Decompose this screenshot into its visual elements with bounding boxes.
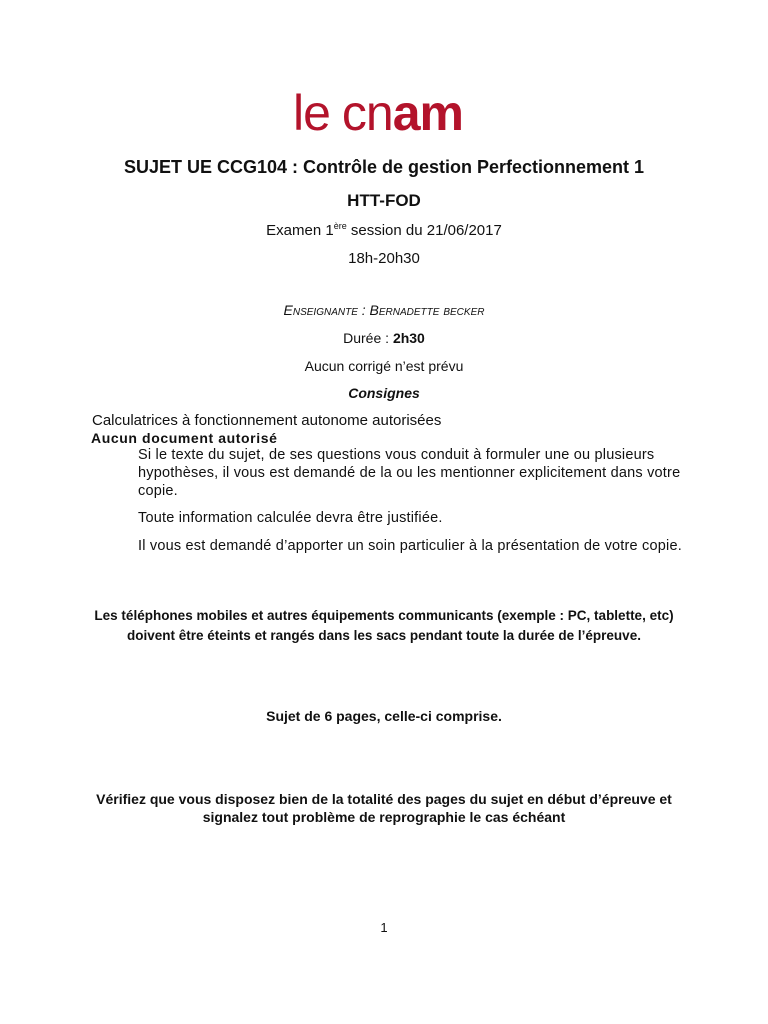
duration-value: 2h30 (392, 330, 425, 346)
instruction-item: Il vous est demandé d’apporter un soin particulier à la présentation de votre copie. (138, 538, 682, 554)
document-title: SUJET UE CCG104 : Contrôle de gestion Perfectionnement 1 (123, 157, 645, 177)
consignes-heading: Consignes (348, 385, 420, 401)
teacher-name: Bernadette becker (369, 302, 485, 318)
verify-notice: Vérifiez que vous disposez bien de la totalité des pages du sujet en début d’épreuve et signalez tout problème de reprographie le cas échéant (96, 791, 672, 825)
calculators-rule: Calculatrices à fonctionnement autonome autorisées (92, 412, 442, 429)
document-subtitle: HTT-FOD (347, 191, 421, 210)
exam-hours: 18h-20h30 (348, 250, 420, 267)
exam-prefix: Examen 1 (266, 222, 334, 239)
svg-text:lecnam (293, 85, 463, 136)
page-number: 1 (380, 920, 388, 935)
logo-text-cn: cn (341, 85, 393, 136)
cnam-logo-image (289, 84, 479, 136)
no-document-rule: Aucun document autorisé (91, 430, 278, 446)
instruction-item: Toute information calculée devra être justifiée. (138, 510, 443, 526)
exam-suffix: session du 21/06/2017 (346, 222, 502, 239)
logo-text-le: le (293, 85, 330, 136)
exam-superscript: ère (333, 221, 347, 231)
phones-notice: Les téléphones mobiles et autres équipements communicants (exemple : PC, tablette, etc) doivent être éteints et rangés dans les sacs pendant toute la durée de l’épreuve. (94, 608, 674, 643)
duration-label: Durée : (343, 330, 393, 346)
logo-text-am: am (392, 85, 463, 136)
teacher-label: Enseignante : (283, 302, 370, 318)
instruction-item: Si le texte du sujet, de ses questions vous conduit à formuler une ou plusieurs hypothèses, il vous est demandé de la ou les mentionner explicitement dans votre copie. (138, 447, 681, 499)
duration-line (0, 330, 768, 346)
no-correction-note: Aucun corrigé n’est prévu (304, 358, 464, 374)
exam-session (0, 222, 768, 239)
cnam-logo (0, 84, 768, 141)
teacher-line (0, 302, 768, 318)
pages-notice: Sujet de 6 pages, celle-ci comprise. (266, 708, 502, 724)
